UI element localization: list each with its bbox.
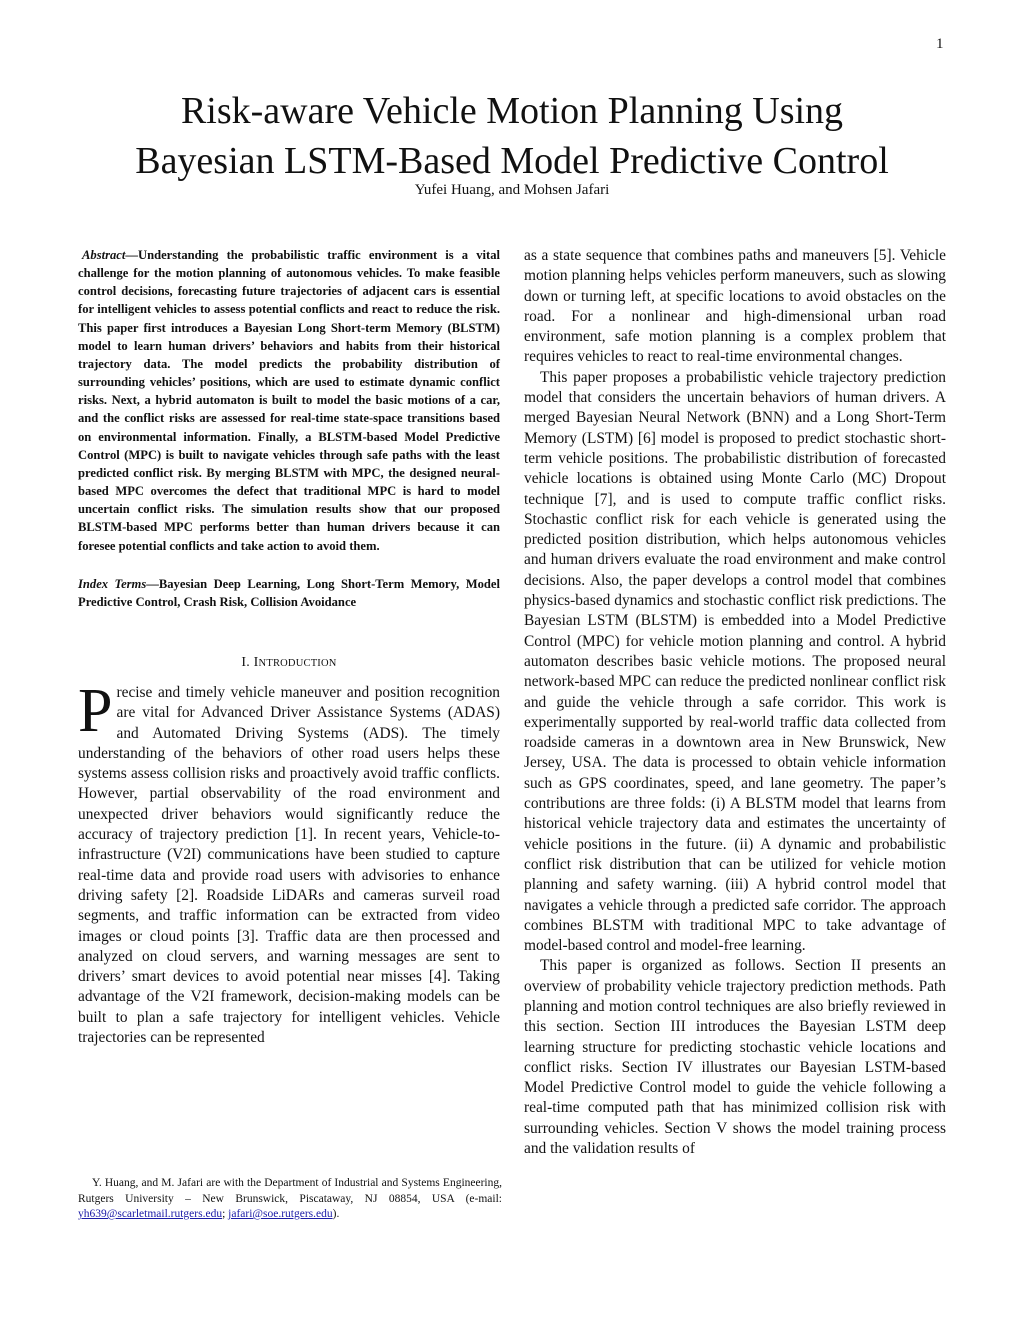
intro-paragraph-3: This paper is organized as follows. Section II presents an overview of probability vehicle trajectory prediction methods. Path planning and motion control techniques are also briefly reviewed in this section. Section III introduces the Bayesian LSTM deep learning structure for predicting stochastic vehicle locations and conflict risks. Section IV illustrates our Bayesian LSTM-based Model Predictive Control model to guide the vehicle following a real-time computed path that has minimized collision risk with surrounding vehicles. Section V shows the model training process and the validation results of — [524, 957, 946, 1158]
section-numeral: I. — [241, 654, 254, 670]
section-first-letter: I — [253, 654, 259, 670]
footnote-separator: ; — [222, 1208, 229, 1220]
email-link-jafari[interactable]: jafari@soe.rutgers.edu — [228, 1208, 333, 1220]
intro-paragraph-1-continued: as a state sequence that combines paths and maneuvers [5]. Vehicle motion planning helps vehicles perform maneuvers, such as slowing down or turning left, at specific locations to avoid obstacles on the road. For a nonlinear and high-dimensional urban road environment, safe motion planning is a complex problem that requires vehicles to react to real-time environmental changes. — [524, 247, 946, 366]
section-heading-introduction — [78, 655, 500, 671]
intro-paragraph-1 — [78, 676, 500, 1048]
abstract-label: Abstract — [82, 248, 126, 262]
abstract — [78, 246, 500, 555]
author-footnote — [78, 1176, 502, 1223]
page-number: 1 — [936, 36, 944, 52]
author-list: Yufei Huang, and Mohsen Jafari — [414, 182, 610, 198]
index-terms — [78, 575, 500, 611]
footnote-closing: ). — [332, 1208, 340, 1220]
footnote-text: Y. Huang, and M. Jafari are with the Department of Industrial and Systems Engineering, Rutgers University – New Brunswick, Piscataway, NJ 08854, USA (e-mail: — [78, 1177, 502, 1205]
abstract-dash: — — [125, 248, 138, 262]
abstract-text: Understanding the probabilistic traffic environment is a vital challenge for the motion planning of autonomous vehicles. To make feasible control decisions, forecasting future trajectories of adjacent cars is essential for intelligent vehicles to assess potential conflicts and react to reduce the risk. This paper first introduces a Bayesian Long Short-term Memory (BLSTM) model to learn human drivers’ behaviors and habits from their historical trajectory data. The model predicts the probability distribution of surrounding vehicles’ positions, which are used to estimate dynamic conflict risks. Next, a hybrid automaton is built to model the basic motions of a car, and the conflict risks are assessed for real-time state-space transitions based on environmental information. Finally, a BLSTM-based Model Predictive Control (MPC) is built to navigate vehicles through safe paths with the least predicted conflict risk. By merging BLSTM with MPC, the designed neural-based MPC overcomes the defect that traditional MPC is hard to model uncertain conflict risks. The simulation results show that our proposed BLSTM-based MPC performs better than human drivers because it can foresee potential conflicts and take action to avoid them. — [78, 248, 500, 553]
paper-title — [60, 86, 964, 186]
index-terms-text: Bayesian Deep Learning, Long Short-Term Memory, Model Predictive Control, Crash Risk, Collision Avoidance — [78, 576, 500, 609]
title-line-1: Risk-aware Vehicle Motion Planning Using — [180, 90, 844, 132]
right-column — [524, 246, 946, 1159]
drop-cap: P — [78, 676, 113, 745]
intro-paragraph-2: This paper proposes a probabilistic vehicle trajectory prediction model that considers the uncertain behaviors of human drivers. A merged Bayesian Neural Network (BNN) and a Long Short-Term Memory (LSTM) [6] model is proposed to predict stochastic short-term vehicle positions. The probabilistic distribution of forecasted vehicle locations is obtained using Monte Carlo (MC) Dropout technique [7], and is used to compute traffic conflict risks. Stochastic conflict risk for each vehicle is generated using the predicted position distribution, which helps autonomous vehicles and human drivers evaluate the road environment and make control decisions. Also, the paper develops a control model that combines physics-based dynamics and stochastic conflict risk predictions. The Bayesian LSTM (BLSTM) is embedded into a Model Predictive Control (MPC) for vehicle motion planning and control. A hybrid automaton describes basic vehicle motions. The proposed neural network-based MPC can reduce the predicted nonlinear conflict risk and guide the vehicle through a safe corridor. This work is experimentally supported by real-world traffic data collected from roadside cameras in a downtown area in New Brunswick, New Jersey, USA. The data is processed to obtain vehicle information such as GPS coordinates, speed, and lane geometry. The paper’s contributions are three folds: (i) A BLSTM model that learns from historical vehicle trajectory data and estimates the uncertainty of vehicle positions in the future. (ii) A dynamic and probabilistic conflict risk distribution that can be utilized for vehicle motion planning and safety warning. (iii) A hybrid control model that navigates a vehicle through a predicted safe corridor. The approach combines BLSTM with traditional MPC to take advantage of model-based control and model-free learning. — [524, 368, 946, 955]
intro-body-left — [78, 676, 500, 1048]
title-line-2: Bayesian LSTM-Based Model Predictive Control — [135, 140, 889, 182]
index-terms-label: Index Terms — [78, 576, 147, 591]
intro-paragraph-1-text: recise and timely vehicle maneuver and position recognition are vital for Advanced Driver Assistance Systems (ADAS) and Automated Driving Systems (ADS). The timely understanding of the behaviors of other road users helps these systems assess collision risks and proactively avoid traffic conflicts. However, partial observability of the road environment and unexpected driver behaviors would significantly reduce the accuracy of trajectory prediction [1]. In recent years, Vehicle-to-infrastructure (V2I) communications have been studied to capture real-time data and provide road users with advisories to enhance driving safety [2]. Roadside LiDARs and cameras surveil road segments, and traffic information can be extracted from video images or cloud points [3]. Traffic data are then processed and analyzed on cloud servers, and warning messages are sent to drivers’ smart devices to avoid potential near misses [4]. Taking advantage of the V2I framework, decision-making models can be built to plan a safe trajectory for intelligent vehicles. Vehicle trajectories can be represented — [78, 683, 500, 1047]
email-link-huang[interactable]: yh639@scarletmail.rutgers.edu — [78, 1208, 223, 1220]
section-rest: NTRODUCTION — [258, 657, 337, 669]
index-terms-dash: — — [146, 576, 159, 591]
left-column — [78, 246, 500, 1048]
